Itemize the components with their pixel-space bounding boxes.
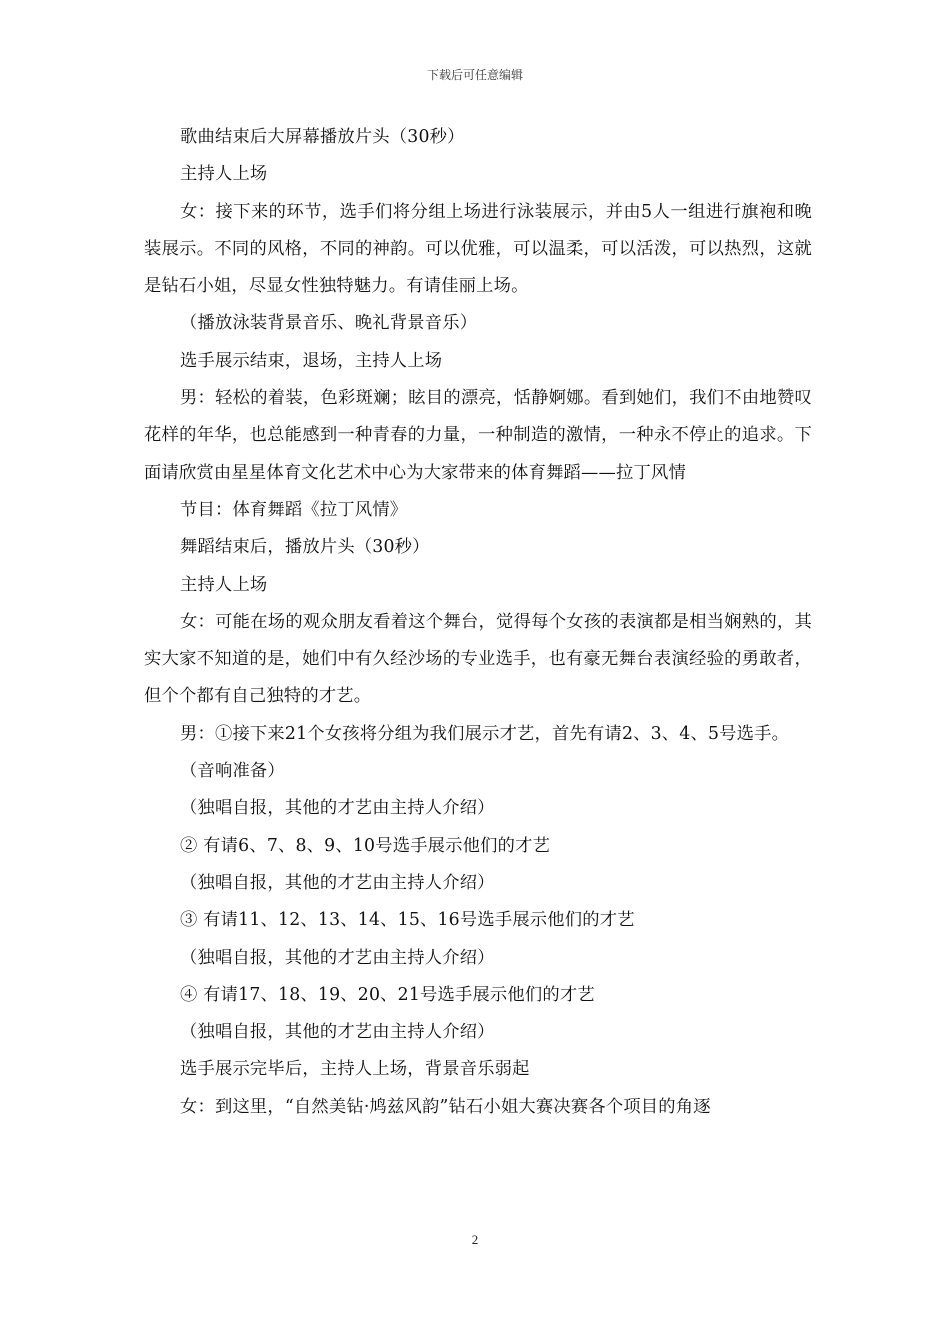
paragraph-3: 女：接下来的环节，选手们将分组上场进行泳装展示，并由5人一组进行旗袍和晚装展示。不同的风格，不同的神韵。可以优雅，可以温柔，可以活泼，可以热烈，这就是钻石小姐，尽显女性独特魅力。有请佳丽上场。 [144, 201, 812, 297]
page-header: 下载后可任意编辑 [426, 68, 523, 82]
paragraph-4: （播放泳装背景音乐、晚礼背景音乐） [180, 313, 478, 334]
paragraph-2: 主持人上场 [180, 164, 268, 185]
paragraph-21: 女：到这里，“自然美钻·鸠兹风韵”钻石小姐大赛决赛各个项目的角逐 [180, 1096, 711, 1117]
paragraph-15: （独唱自报，其他的才艺由主持人介绍） [180, 872, 495, 893]
paragraph-18: ④ 有请17、18、19、20、21号选手展示他们的才艺 [180, 984, 595, 1005]
paragraph-10: 女：可能在场的观众朋友看着这个舞台，觉得每个女孩的表演都是相当娴熟的，其实大家不知道的是，她们中有久经沙场的专业选手，也有豪无舞台表演经验的勇敢者，但个个都有自己独特的才艺。 [144, 611, 812, 707]
paragraph-20: 选手展示完毕后，主持人上场，背景音乐弱起 [180, 1059, 530, 1080]
paragraph-19: （独唱自报，其他的才艺由主持人介绍） [180, 1022, 495, 1043]
paragraph-5: 选手展示结束，退场，主持人上场 [180, 350, 443, 371]
page-number: 2 [471, 1232, 479, 1247]
paragraph-16: ③ 有请11、12、13、14、15、16号选手展示他们的才艺 [180, 910, 635, 931]
paragraph-17: （独唱自报，其他的才艺由主持人介绍） [180, 947, 495, 968]
paragraph-11: 男：①接下来21个女孩将分组为我们展示才艺，首先有请2、3、4、5号选手。 [180, 723, 790, 744]
paragraph-1: 歌曲结束后大屏幕播放片头（30秒） [180, 127, 465, 147]
paragraph-9: 主持人上场 [180, 574, 268, 595]
paragraph-14: ② 有请6、7、8、9、10号选手展示他们的才艺 [180, 835, 551, 856]
paragraph-12: （音响准备） [180, 761, 285, 782]
paragraph-13: （独唱自报，其他的才艺由主持人介绍） [180, 798, 495, 819]
paragraph-7: 节目：体育舞蹈《拉丁风情》 [180, 499, 408, 520]
paragraph-6: 男：轻松的着装，色彩斑斓；眩目的漂亮，恬静婀娜。看到她们，我们不由地赞叹花样的年华，也总能感到一种青春的力量，一种制造的激情，一种永不停止的追求。下面请欣赏由星星体育文化艺术中心为大家带来的体育舞蹈——拉丁风情 [144, 388, 812, 483]
document-body [144, 119, 812, 1126]
paragraph-8: 舞蹈结束后，播放片头（30秒） [180, 537, 430, 558]
